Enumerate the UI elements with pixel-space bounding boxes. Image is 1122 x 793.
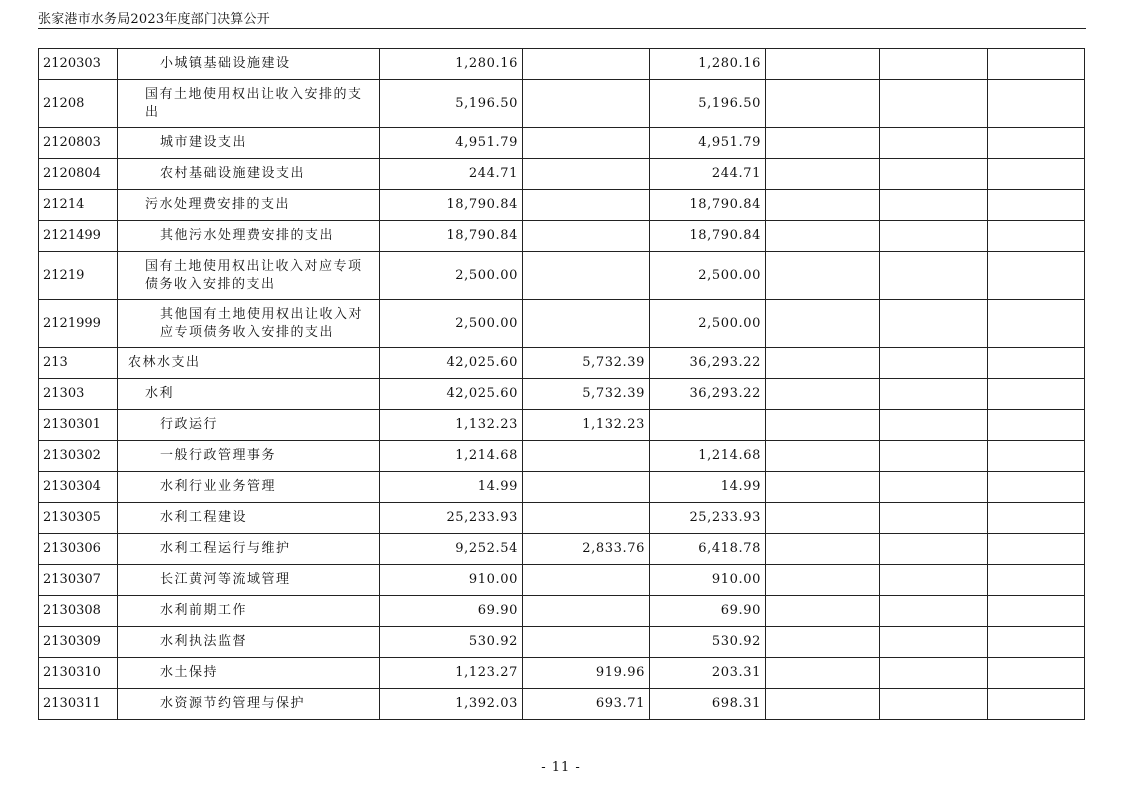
total-amount-cell: 1,214.68 — [380, 441, 523, 472]
basic-expenditure-cell — [523, 221, 650, 252]
table-row — [39, 300, 1085, 348]
empty-cell — [988, 472, 1085, 503]
subject-name-cell: 国有土地使用权出让收入安排的支出 — [118, 80, 380, 128]
table-row — [39, 252, 1085, 300]
empty-cell — [880, 252, 988, 300]
empty-cell — [880, 565, 988, 596]
table-row — [39, 658, 1085, 689]
project-expenditure-cell: 910.00 — [650, 565, 766, 596]
subject-name-cell: 其他污水处理费安排的支出 — [118, 221, 380, 252]
empty-cell — [988, 596, 1085, 627]
subject-name-cell: 长江黄河等流域管理 — [118, 565, 380, 596]
subject-name-cell: 水利执法监督 — [118, 627, 380, 658]
empty-cell — [988, 441, 1085, 472]
subject-name-cell: 农村基础设施建设支出 — [118, 159, 380, 190]
total-amount-cell: 25,233.93 — [380, 503, 523, 534]
subject-code-cell: 2121999 — [39, 300, 118, 348]
project-expenditure-cell: 6,418.78 — [650, 534, 766, 565]
basic-expenditure-cell — [523, 596, 650, 627]
subject-code-cell: 2130302 — [39, 441, 118, 472]
basic-expenditure-cell — [523, 80, 650, 128]
project-expenditure-cell: 14.99 — [650, 472, 766, 503]
subject-code-cell: 2130304 — [39, 472, 118, 503]
empty-cell — [766, 534, 880, 565]
empty-cell — [766, 49, 880, 80]
subject-name-cell: 农林水支出 — [118, 348, 380, 379]
empty-cell — [988, 252, 1085, 300]
total-amount-cell: 42,025.60 — [380, 348, 523, 379]
basic-expenditure-cell — [523, 49, 650, 80]
empty-cell — [988, 159, 1085, 190]
basic-expenditure-cell — [523, 190, 650, 221]
total-amount-cell: 69.90 — [380, 596, 523, 627]
subject-name-cell: 国有土地使用权出让收入对应专项债务收入安排的支出 — [118, 252, 380, 300]
table-row — [39, 534, 1085, 565]
subject-name-cell: 水利行业业务管理 — [118, 472, 380, 503]
empty-cell — [766, 565, 880, 596]
subject-name-cell: 水利前期工作 — [118, 596, 380, 627]
subject-code-cell: 2130311 — [39, 689, 118, 720]
subject-code-cell: 21208 — [39, 80, 118, 128]
empty-cell — [766, 300, 880, 348]
basic-expenditure-cell — [523, 300, 650, 348]
project-expenditure-cell: 1,280.16 — [650, 49, 766, 80]
empty-cell — [766, 252, 880, 300]
project-expenditure-cell: 2,500.00 — [650, 300, 766, 348]
project-expenditure-cell: 2,500.00 — [650, 252, 766, 300]
empty-cell — [988, 565, 1085, 596]
subject-code-cell: 2130301 — [39, 410, 118, 441]
subject-code-cell: 21303 — [39, 379, 118, 410]
basic-expenditure-cell — [523, 128, 650, 159]
project-expenditure-cell: 25,233.93 — [650, 503, 766, 534]
empty-cell — [880, 503, 988, 534]
empty-cell — [766, 503, 880, 534]
subject-code-cell: 2120303 — [39, 49, 118, 80]
empty-cell — [880, 596, 988, 627]
empty-cell — [880, 441, 988, 472]
project-expenditure-cell: 698.31 — [650, 689, 766, 720]
empty-cell — [880, 472, 988, 503]
empty-cell — [880, 658, 988, 689]
basic-expenditure-cell: 919.96 — [523, 658, 650, 689]
header-divider — [38, 28, 1086, 29]
empty-cell — [988, 379, 1085, 410]
empty-cell — [880, 689, 988, 720]
total-amount-cell: 1,123.27 — [380, 658, 523, 689]
empty-cell — [988, 534, 1085, 565]
project-expenditure-cell: 1,214.68 — [650, 441, 766, 472]
empty-cell — [766, 348, 880, 379]
subject-code-cell: 213 — [39, 348, 118, 379]
total-amount-cell: 530.92 — [380, 627, 523, 658]
table-row — [39, 159, 1085, 190]
empty-cell — [880, 627, 988, 658]
subject-code-cell: 2121499 — [39, 221, 118, 252]
empty-cell — [766, 658, 880, 689]
empty-cell — [766, 689, 880, 720]
subject-code-cell: 2120804 — [39, 159, 118, 190]
empty-cell — [766, 627, 880, 658]
total-amount-cell: 18,790.84 — [380, 190, 523, 221]
empty-cell — [988, 221, 1085, 252]
total-amount-cell: 244.71 — [380, 159, 523, 190]
project-expenditure-cell: 36,293.22 — [650, 379, 766, 410]
total-amount-cell: 910.00 — [380, 565, 523, 596]
basic-expenditure-cell — [523, 627, 650, 658]
empty-cell — [880, 128, 988, 159]
empty-cell — [988, 658, 1085, 689]
empty-cell — [988, 410, 1085, 441]
empty-cell — [988, 49, 1085, 80]
empty-cell — [766, 221, 880, 252]
subject-name-cell: 水土保持 — [118, 658, 380, 689]
basic-expenditure-cell: 693.71 — [523, 689, 650, 720]
empty-cell — [766, 190, 880, 221]
subject-name-cell: 污水处理费安排的支出 — [118, 190, 380, 221]
subject-name-cell: 一般行政管理事务 — [118, 441, 380, 472]
total-amount-cell: 4,951.79 — [380, 128, 523, 159]
empty-cell — [988, 80, 1085, 128]
project-expenditure-cell: 5,196.50 — [650, 80, 766, 128]
empty-cell — [988, 503, 1085, 534]
subject-code-cell: 2130309 — [39, 627, 118, 658]
empty-cell — [988, 689, 1085, 720]
subject-name-cell: 水资源节约管理与保护 — [118, 689, 380, 720]
basic-expenditure-cell — [523, 441, 650, 472]
empty-cell — [880, 348, 988, 379]
empty-cell — [880, 410, 988, 441]
basic-expenditure-cell: 2,833.76 — [523, 534, 650, 565]
basic-expenditure-cell — [523, 565, 650, 596]
empty-cell — [988, 627, 1085, 658]
project-expenditure-cell: 4,951.79 — [650, 128, 766, 159]
project-expenditure-cell: 69.90 — [650, 596, 766, 627]
empty-cell — [880, 300, 988, 348]
expenditure-table — [38, 48, 1085, 720]
subject-code-cell: 2130307 — [39, 565, 118, 596]
basic-expenditure-cell — [523, 503, 650, 534]
empty-cell — [766, 596, 880, 627]
empty-cell — [766, 159, 880, 190]
total-amount-cell: 1,132.23 — [380, 410, 523, 441]
table-row — [39, 565, 1085, 596]
empty-cell — [988, 348, 1085, 379]
project-expenditure-cell: 18,790.84 — [650, 190, 766, 221]
table-row — [39, 221, 1085, 252]
empty-cell — [766, 80, 880, 128]
total-amount-cell: 5,196.50 — [380, 80, 523, 128]
empty-cell — [880, 190, 988, 221]
table-row — [39, 49, 1085, 80]
project-expenditure-cell — [650, 410, 766, 441]
total-amount-cell: 14.99 — [380, 472, 523, 503]
total-amount-cell: 42,025.60 — [380, 379, 523, 410]
subject-code-cell: 2120803 — [39, 128, 118, 159]
project-expenditure-cell: 18,790.84 — [650, 221, 766, 252]
total-amount-cell: 1,392.03 — [380, 689, 523, 720]
basic-expenditure-cell — [523, 252, 650, 300]
table-row — [39, 410, 1085, 441]
table-row — [39, 627, 1085, 658]
table-row — [39, 128, 1085, 159]
empty-cell — [766, 128, 880, 159]
subject-code-cell: 2130306 — [39, 534, 118, 565]
subject-code-cell: 2130308 — [39, 596, 118, 627]
empty-cell — [880, 49, 988, 80]
basic-expenditure-cell — [523, 159, 650, 190]
table-row — [39, 348, 1085, 379]
table-row — [39, 689, 1085, 720]
project-expenditure-cell: 530.92 — [650, 627, 766, 658]
empty-cell — [988, 190, 1085, 221]
table-row — [39, 80, 1085, 128]
empty-cell — [766, 410, 880, 441]
total-amount-cell: 9,252.54 — [380, 534, 523, 565]
subject-code-cell: 2130305 — [39, 503, 118, 534]
subject-name-cell: 小城镇基础设施建设 — [118, 49, 380, 80]
empty-cell — [880, 379, 988, 410]
total-amount-cell: 18,790.84 — [380, 221, 523, 252]
subject-code-cell: 21214 — [39, 190, 118, 221]
table-row — [39, 503, 1085, 534]
empty-cell — [766, 441, 880, 472]
table-row — [39, 441, 1085, 472]
subject-code-cell: 21219 — [39, 252, 118, 300]
project-expenditure-cell: 36,293.22 — [650, 348, 766, 379]
project-expenditure-cell: 244.71 — [650, 159, 766, 190]
empty-cell — [880, 159, 988, 190]
basic-expenditure-cell: 1,132.23 — [523, 410, 650, 441]
page-number: - 11 - — [541, 760, 581, 775]
project-expenditure-cell: 203.31 — [650, 658, 766, 689]
empty-cell — [766, 472, 880, 503]
subject-name-cell: 城市建设支出 — [118, 128, 380, 159]
empty-cell — [766, 379, 880, 410]
table-row — [39, 190, 1085, 221]
empty-cell — [880, 80, 988, 128]
subject-name-cell: 水利工程建设 — [118, 503, 380, 534]
basic-expenditure-cell: 5,732.39 — [523, 379, 650, 410]
subject-name-cell: 行政运行 — [118, 410, 380, 441]
empty-cell — [988, 300, 1085, 348]
table-row — [39, 596, 1085, 627]
basic-expenditure-cell: 5,732.39 — [523, 348, 650, 379]
subject-name-cell: 其他国有土地使用权出让收入对应专项债务收入安排的支出 — [118, 300, 380, 348]
empty-cell — [880, 221, 988, 252]
table-body — [39, 49, 1085, 720]
total-amount-cell: 2,500.00 — [380, 300, 523, 348]
subject-code-cell: 2130310 — [39, 658, 118, 689]
total-amount-cell: 1,280.16 — [380, 49, 523, 80]
table-row — [39, 472, 1085, 503]
subject-name-cell: 水利 — [118, 379, 380, 410]
empty-cell — [988, 128, 1085, 159]
subject-name-cell: 水利工程运行与维护 — [118, 534, 380, 565]
table-row — [39, 379, 1085, 410]
basic-expenditure-cell — [523, 472, 650, 503]
total-amount-cell: 2,500.00 — [380, 252, 523, 300]
empty-cell — [880, 534, 988, 565]
document-header-title: 张家港市水务局2023年度部门决算公开 — [38, 12, 270, 27]
